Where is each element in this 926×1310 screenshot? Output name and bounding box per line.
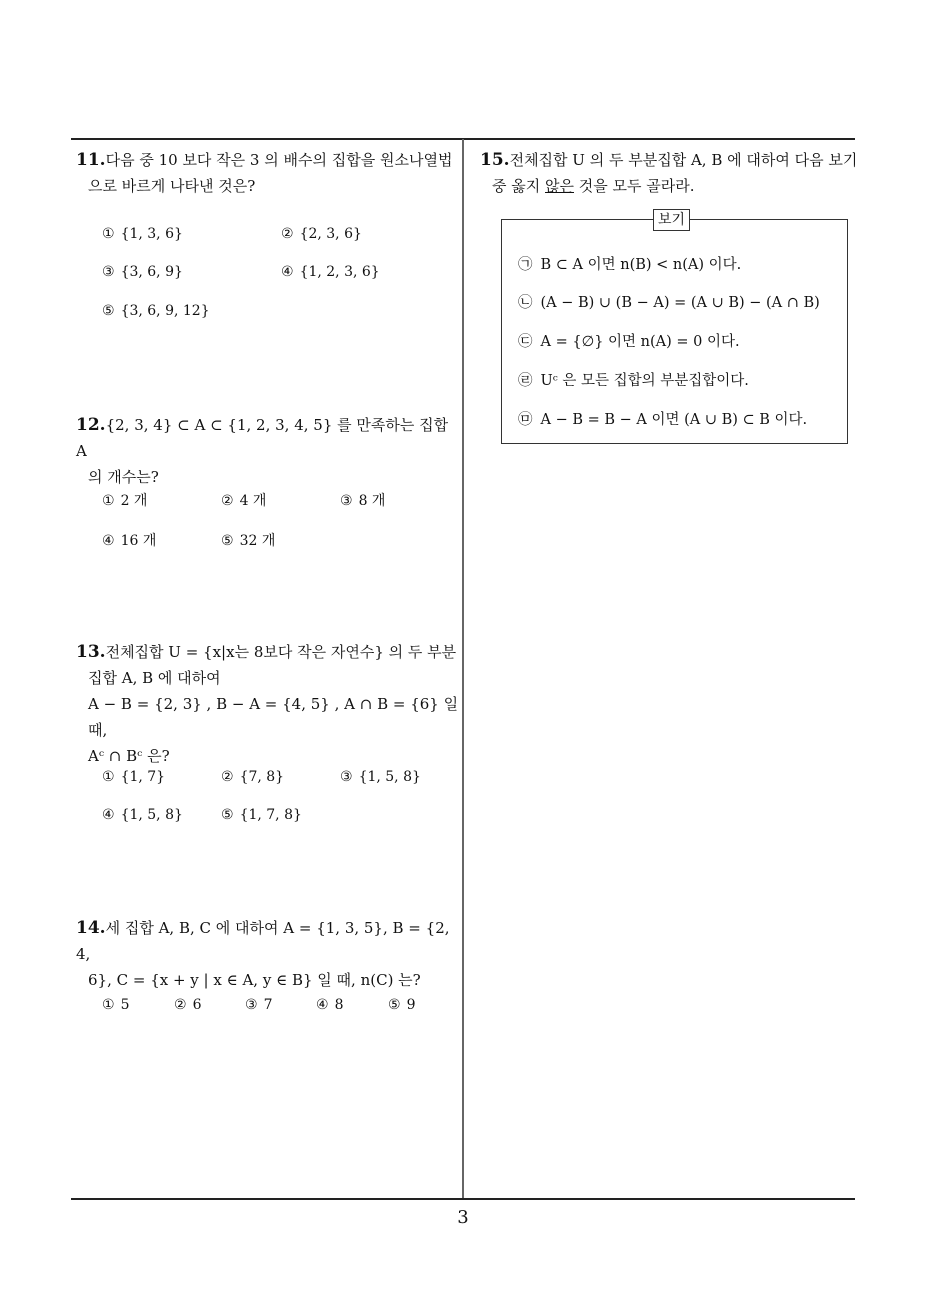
choice-mark: ⑤ [102,303,115,319]
choice-text: {1, 3, 6} [120,226,183,242]
question-number: 14. [76,918,106,938]
choice-mark: ③ [340,493,353,509]
choice-text: {1, 2, 3, 6} [299,264,380,280]
choice-mark: ② [221,769,234,785]
choice-mark: ① [102,226,115,242]
question-13 [76,639,460,769]
choice-2[interactable] [281,226,362,242]
choice-text: 8 [334,997,344,1013]
choice-5[interactable] [102,303,210,319]
bogi-title: 보기 [653,209,690,231]
bogi-text: Uᶜ 은 모든 집합의 부분집합이다. [540,373,749,389]
bogi-text: A = {∅} 이면 n(A) = 0 이다. [540,334,740,350]
choice-mark: ④ [102,533,115,549]
choice-2[interactable] [221,769,284,785]
choice-text: 6 [192,997,202,1013]
question-number: 15. [480,150,510,170]
choice-mark: ⑤ [388,997,401,1013]
bogi-item-3 [518,330,740,351]
question-text: 다음 중 10 보다 작은 3 의 배수의 집합을 원소나열법 [105,151,453,169]
choice-4[interactable] [102,807,183,823]
choice-mark: ② [221,493,234,509]
choice-4[interactable] [316,997,343,1013]
bogi-item-4 [518,369,749,390]
choice-mark: ④ [281,264,294,280]
choice-text: 8 개 [358,493,386,509]
question-text: A − B = {2, 3} , B − A = {4, 5} , A ∩ B = {6} 일 때, [88,695,459,739]
choice-3[interactable] [245,997,272,1013]
choice-5[interactable] [221,530,275,550]
question-text: {2, 3, 4} ⊂ A ⊂ {1, 2, 3, 4, 5} 를 만족하는 집합 A [76,416,449,460]
choice-4[interactable] [281,264,380,280]
choice-mark: ② [174,997,187,1013]
underlined-word: 않은 [545,177,574,195]
choice-text: {7, 8} [239,769,285,785]
choice-2[interactable] [221,490,266,510]
choice-text: 5 [120,997,130,1013]
question-text: 전체집합 U = {x|x는 8보다 작은 자연수} 의 두 부분 [105,643,457,661]
choice-mark: ① [102,997,115,1013]
choice-mark: ③ [340,769,353,785]
choice-mark: ② [281,226,294,242]
bogi-mark: ㉠ [518,257,533,273]
question-text-part: 중 옳지 [492,177,546,195]
question-text: 6}, C = {x + y | x ∈ A, y ∈ B} 일 때, n(C) 는? [88,971,421,989]
choice-1[interactable] [102,997,129,1013]
choice-text: 2 개 [120,493,148,509]
bottom-rule [71,1198,855,1200]
choice-text: 32 개 [239,533,276,549]
choice-text: {1, 7} [120,769,166,785]
choice-text: 4 개 [239,493,267,509]
choice-text: 7 [263,997,273,1013]
question-text-part: 것을 모두 골라라. [574,177,695,195]
question-14 [76,915,460,993]
question-15 [480,147,860,199]
question-text: 으로 바르게 나타낸 것은? [88,177,256,195]
choice-1[interactable] [102,226,183,242]
choice-4[interactable] [102,530,156,550]
choice-mark: ① [102,493,115,509]
question-number: 12. [76,415,106,435]
page-number: 3 [457,1207,469,1228]
question-text: Aᶜ ∩ Bᶜ 은? [88,747,170,765]
choice-mark: ③ [102,264,115,280]
choice-2[interactable] [174,997,201,1013]
choice-mark: ⑤ [221,533,234,549]
bogi-text: A − B = B − A 이면 (A ∪ B) ⊂ B 이다. [540,412,808,428]
question-text: 의 개수는? [88,468,159,486]
question-11 [76,147,460,199]
bogi-mark: ㉤ [518,412,533,428]
choice-mark: ⑤ [221,807,234,823]
question-text [480,173,860,199]
bogi-text: B ⊂ A 이면 n(B) < n(A) 이다. [540,257,742,273]
column-divider [462,139,464,1198]
question-text: 전체집합 U 의 두 부분집합 A, B 에 대하여 다음 보기 [509,151,858,169]
choice-3[interactable] [102,264,183,280]
choice-5[interactable] [388,997,415,1013]
choice-text: 9 [406,997,416,1013]
choice-1[interactable] [102,769,165,785]
question-number: 11. [76,150,106,170]
bogi-item-2 [518,291,820,312]
question-number: 13. [76,642,106,662]
choice-text: {1, 5, 8} [358,769,421,785]
bogi-text: (A − B) ∪ (B − A) = (A ∪ B) − (A ∩ B) [540,295,820,311]
question-text: 세 집합 A, B, C 에 대하여 A = {1, 3, 5}, B = {2, 4, [76,919,450,963]
choice-5[interactable] [221,807,302,823]
choice-text: {1, 7, 8} [239,807,302,823]
choice-mark: ④ [316,997,329,1013]
choice-1[interactable] [102,490,147,510]
choice-text: 16 개 [120,533,157,549]
choice-mark: ③ [245,997,258,1013]
choice-mark: ④ [102,807,115,823]
question-12 [76,412,460,490]
choice-text: {1, 5, 8} [120,807,183,823]
choice-text: {2, 3, 6} [299,226,362,242]
choice-3[interactable] [340,490,385,510]
bogi-item-5 [518,408,807,429]
choice-3[interactable] [340,769,421,785]
bogi-item-1 [518,253,741,274]
bogi-mark: ㉣ [518,373,533,389]
bogi-mark: ㉢ [518,334,533,350]
bogi-box [501,212,848,444]
choice-mark: ① [102,769,115,785]
question-text: 집합 A, B 에 대하여 [88,669,221,687]
bogi-mark: ㉡ [518,295,533,311]
choice-text: {3, 6, 9} [120,264,183,280]
choice-text: {3, 6, 9, 12} [120,303,210,319]
